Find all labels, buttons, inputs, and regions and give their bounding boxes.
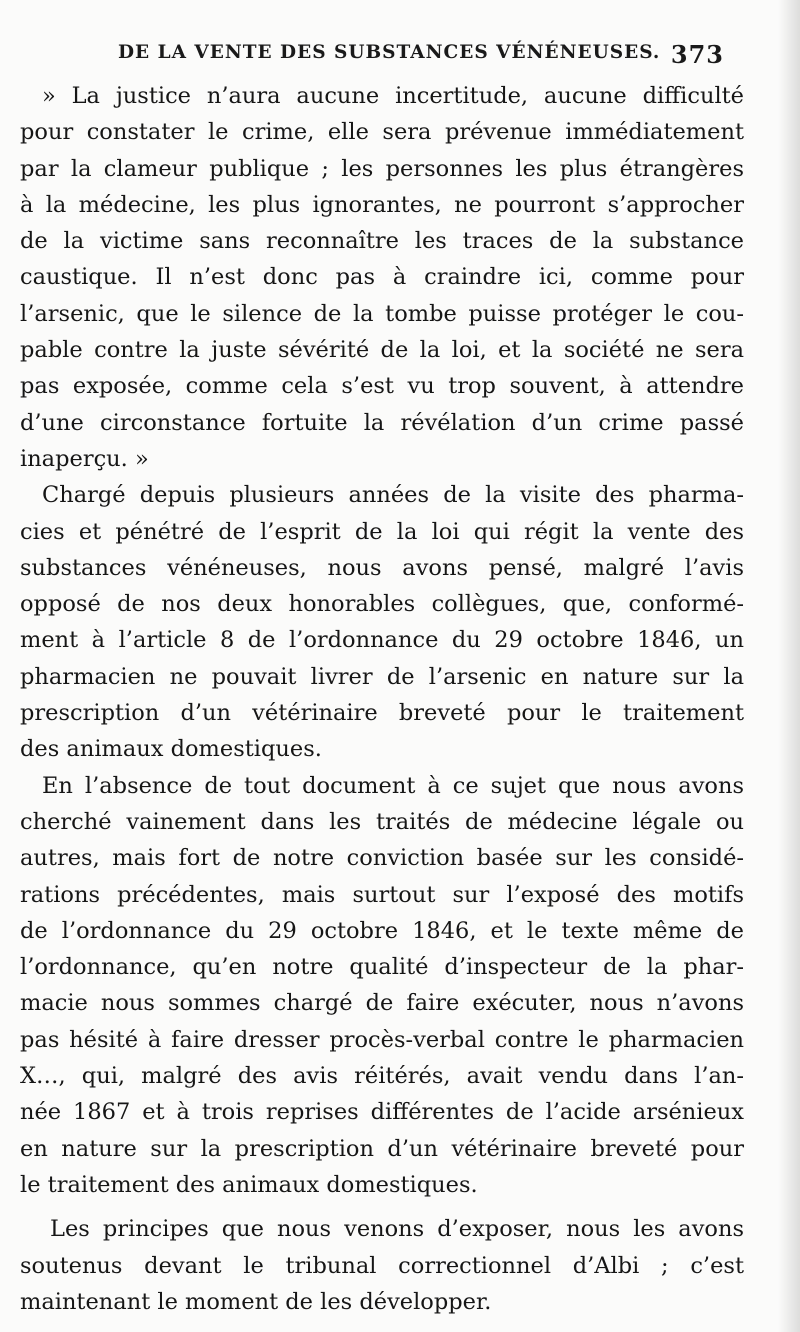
paragraph-1-continued — [20, 114, 744, 477]
text-line: pas hésité à faire dresser procès-verbal contre le pharmacien — [20, 1026, 744, 1053]
text-line: l’ordonnance, qu’en notre qualité d’inspecteur de la phar- — [20, 954, 744, 981]
text-line: cies et pénétré de l’esprit de la loi qui régit la vente des — [20, 518, 744, 545]
text-line: En l’absence de tout document à ce sujet que nous avons — [42, 772, 744, 799]
text-line: cherché vainement dans les traités de médecine légale ou — [20, 808, 744, 835]
text-line: d’une circonstance fortuite la révélation d’un crime passé — [20, 409, 744, 436]
text-line: » La justice n’aura aucune incertitude, aucune difficulté — [42, 83, 744, 109]
text-line: rations précédentes, mais surtout sur l’exposé des motifs — [20, 881, 744, 908]
text-line: X…, qui, malgré des avis réitérés, avait vendu dans l’an- — [20, 1063, 744, 1090]
text-line: pharmacien ne pouvait livrer de l’arsenic en nature sur la — [20, 663, 744, 690]
text-line: substances vénéneuses, nous avons pensé, malgré l’avis — [20, 554, 744, 581]
text-line: autres, mais fort de notre conviction basée sur les considé- — [20, 845, 744, 872]
text-line: par la clameur publique ; les personnes les plus étrangères — [20, 155, 744, 182]
text-line: de l’ordonnance du 29 octobre 1846, et le texte même de — [20, 917, 744, 944]
text-line: caustique. Il n’est donc pas à craindre ici, comme pour — [20, 264, 744, 291]
text-line: maintenant le moment de les développer. — [20, 1288, 492, 1315]
text-line: l’arsenic, que le silence de la tombe puisse protéger le cou- — [20, 300, 744, 327]
body-text — [20, 78, 744, 1320]
text-line: née 1867 et à trois reprises différentes de l’acide arsénieux — [20, 1099, 744, 1126]
paragraph-1 — [20, 78, 744, 114]
paragraph-3 — [20, 768, 744, 1204]
page-edge-shadow — [778, 0, 800, 1332]
text-line: Les principes que nous venons d’exposer, nous les avons — [50, 1216, 744, 1243]
text-line: le traitement des animaux domestiques. — [20, 1171, 478, 1198]
text-line: prescription d’un vétérinaire breveté pour le traitement — [20, 700, 744, 727]
running-header — [118, 40, 730, 70]
text-line: à la médecine, les plus ignorantes, ne pourront s’approcher — [20, 191, 744, 218]
text-line: pas exposée, comme cela s’est vu trop souvent, à attendre — [20, 373, 744, 400]
paragraph-4 — [20, 1211, 744, 1320]
paragraph-2 — [20, 477, 744, 767]
text-line: Chargé depuis plusieurs années de la visite des pharma- — [42, 482, 744, 509]
text-line: inaperçu. » — [20, 445, 149, 472]
text-line: des animaux domestiques. — [20, 736, 322, 763]
text-line: soutenus devant le tribunal correctionnel d’Albi ; c’est — [20, 1252, 744, 1279]
running-title: DE LA VENTE DES SUBSTANCES VÉNÉNEUSES. — [118, 42, 661, 63]
text-line: opposé de nos deux honorables collègues, que, conformé- — [20, 591, 744, 618]
text-line: en nature sur la prescription d’un vétérinaire breveté pour — [20, 1135, 744, 1162]
text-line: macie nous sommes chargé de faire exécuter, nous n’avons — [20, 990, 744, 1017]
text-line: pour constater le crime, elle sera prévenue immédiatement — [20, 119, 744, 146]
text-line: de la victime sans reconnaître les traces de la substance — [20, 228, 744, 255]
page-number: 373 — [670, 40, 724, 69]
text-line: pable contre la juste sévérité de la loi, et la société ne sera — [20, 337, 744, 364]
text-line: ment à l’article 8 de l’ordonnance du 29 octobre 1846, un — [20, 627, 744, 654]
